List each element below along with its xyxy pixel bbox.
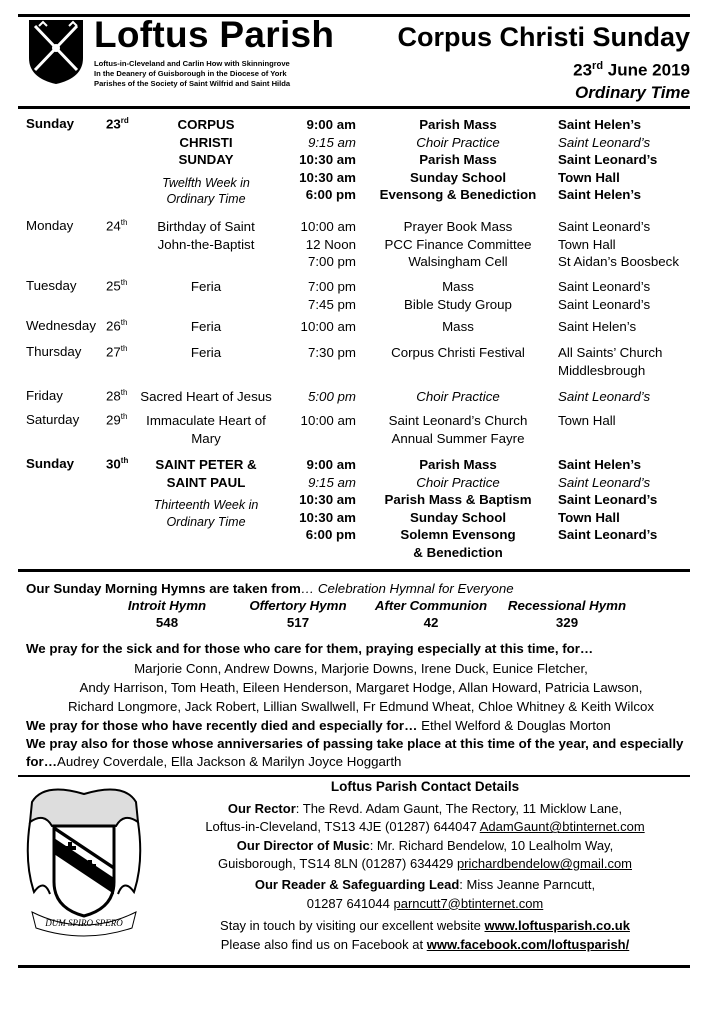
date-suffix: th [120, 412, 128, 421]
reader-email-link[interactable]: parncutt7@btinternet.com [393, 895, 544, 911]
schedule-day: Thursday [26, 344, 82, 359]
reader-name: : Miss Jeanne Parncutt, [459, 876, 596, 892]
event-place: Saint Leonard’s [558, 296, 651, 312]
event-place: Saint Leonard’s [558, 134, 651, 150]
header-rule [18, 106, 690, 109]
event-name: Corpus Christi Festival [391, 345, 525, 360]
contact-rule [18, 775, 690, 777]
event-place: Saint Leonard’s [558, 279, 651, 294]
date-number: 29 [106, 412, 121, 428]
music-line [160, 837, 690, 856]
feast-line: Mary [191, 430, 221, 446]
schedule-day: Saturday [26, 412, 80, 427]
date-number: 26 [106, 318, 121, 334]
schedule-feast [138, 456, 274, 530]
reader-label: Our Reader & Safeguarding Lead [254, 876, 460, 892]
event-time: 9:00 am [306, 457, 356, 472]
website-text: Stay in touch by visiting our excellent website [220, 918, 485, 934]
schedule-places [558, 344, 708, 379]
hymn-label: Offertory Hymn [249, 598, 347, 613]
feast-line: SAINT PAUL [166, 474, 246, 490]
feast-line: Immaculate Heart of [146, 413, 266, 428]
feast-line: Birthday of Saint [157, 219, 255, 234]
schedule-times [284, 218, 356, 271]
music-label: Our Director of Music [236, 837, 370, 853]
event-place [558, 430, 708, 448]
event-time: 9:15 am [307, 474, 356, 490]
schedule-places [558, 388, 708, 406]
schedule-day: Wednesday [26, 318, 96, 333]
date-suffix: th [120, 278, 128, 287]
feast-line: Sacred Heart of Jesus [140, 389, 272, 404]
schedule-places [558, 218, 708, 271]
feast-note [138, 497, 274, 530]
schedule-events [366, 278, 550, 313]
schedule-events [366, 412, 550, 447]
hymnal-name: … Celebration Hymnal for Everyone [300, 581, 514, 596]
schedule-date [106, 278, 141, 293]
date-suffix: th [120, 388, 128, 397]
event-name: Parish Mass [419, 152, 497, 167]
schedule-feast [138, 278, 274, 296]
schedule-date [106, 218, 141, 233]
event-place: Saint Leonard’s [558, 219, 651, 234]
event-place: Saint Leonard’s [558, 474, 651, 490]
event-time: 10:00 am [300, 219, 356, 234]
event-name: & Benediction [413, 544, 503, 560]
rector-phone: Loftus-in-Cleveland, TS13 4JE (01287) 644047 [205, 819, 480, 835]
event-name: Sunday School [409, 169, 507, 185]
schedule-events [366, 218, 550, 271]
schedule-day: Friday [26, 388, 63, 403]
event-place: Town Hall [558, 509, 620, 525]
event-time: 7:45 pm [307, 296, 356, 312]
date-suffix: th [120, 318, 128, 327]
event-name: Parish Mass & Baptism [384, 492, 532, 507]
feast-line: SAINT PETER & [155, 457, 257, 472]
date-number: 30 [106, 456, 121, 472]
parish-logo-icon [27, 18, 85, 86]
feast-line: Feria [190, 345, 222, 360]
rector-line-2 [160, 818, 690, 837]
contact-details [160, 778, 690, 954]
schedule-events [366, 388, 550, 406]
event-name: Evensong & Benediction [379, 187, 537, 202]
feast-note-line: Thirteenth Week in [153, 498, 259, 512]
event-time: 7:30 pm [307, 345, 356, 360]
event-time [284, 430, 356, 448]
feast-line: CHRISTI [179, 134, 233, 150]
event-name: Choir Practice [416, 474, 500, 490]
date-suffix: th [120, 218, 128, 227]
feast-line: SUNDAY [178, 152, 234, 167]
event-place: Saint Leonard’s [558, 389, 651, 404]
schedule-times [284, 116, 356, 204]
reader-phone: 01287 641044 [306, 895, 394, 911]
schedule-day: Tuesday [26, 278, 77, 293]
event-name: Saint Leonard’s Church [388, 413, 528, 428]
schedule-day: Monday [26, 218, 74, 233]
event-name: Parish Mass [419, 117, 497, 132]
feast-line: Feria [190, 319, 222, 334]
subtitle-line: Loftus-in-Cleveland and Carlin How with Skinningrove [94, 59, 290, 68]
sick-names-line: Richard Longmore, Jack Robert, Lillian Swallwell, Fr Edmund Wheat, Chloe Whitney & Keith Wilcox [67, 699, 655, 714]
hymn-number: 42 [423, 615, 439, 630]
hymns-intro-heading: Our Sunday Morning Hymns are taken from [26, 581, 301, 596]
event-time: 10:00 am [300, 413, 356, 428]
date-number: 27 [106, 344, 121, 360]
schedule-feast [138, 218, 274, 253]
event-place: Town Hall [558, 413, 616, 428]
reader-line [160, 876, 690, 895]
sick-names-line: Marjorie Conn, Andrew Downs, Marjorie Downs, Irene Duck, Eunice Fletcher, [134, 661, 588, 676]
rector-line [160, 800, 690, 819]
event-time [284, 544, 356, 562]
website-line [160, 917, 690, 936]
schedule-day: Sunday [26, 456, 75, 471]
parish-name: Loftus Parish [94, 14, 335, 55]
schedule-places [558, 412, 708, 447]
parish-crest-icon [24, 782, 144, 940]
schedule-feast [138, 318, 274, 336]
hymn-introit [112, 597, 222, 631]
anniversaries [26, 735, 696, 771]
feast-note-line: Twelfth Week in [162, 175, 250, 190]
hymn-after-communion [366, 597, 496, 631]
feast-line: John-the-Baptist [157, 236, 255, 252]
schedule-events [366, 116, 550, 204]
date-suffix: th [120, 456, 129, 465]
schedule-date [106, 344, 141, 359]
event-name: PCC Finance Committee [384, 236, 532, 252]
schedule-date [106, 388, 141, 403]
page-date [397, 55, 690, 82]
schedule-times [284, 456, 356, 561]
died-names: Ethel Welford & Douglas Morton [417, 718, 611, 733]
event-place: Saint Leonard’s [558, 492, 658, 507]
schedule-feast [138, 412, 274, 447]
bottom-rule [18, 965, 690, 968]
event-name: Parish Mass [419, 457, 497, 472]
rector-label: Our Rector [227, 800, 296, 816]
date-day: 23 [573, 60, 593, 80]
prayers-departed-section [26, 717, 696, 771]
date-number: 28 [106, 388, 121, 404]
event-time: 10:30 am [299, 152, 356, 167]
hymn-offertory [238, 597, 358, 631]
schedule-events [366, 344, 550, 379]
event-name [366, 362, 550, 380]
event-place: Saint Helen’s [558, 457, 642, 472]
schedule-events [366, 318, 550, 336]
schedule-date [106, 456, 141, 471]
hymn-label: After Communion [374, 598, 488, 613]
music-email-link[interactable]: prichardbendelow@gmail.com [456, 856, 633, 872]
event-place: All Saints’ Church [558, 345, 663, 360]
feast-line: CORPUS [177, 117, 235, 132]
rector-address: : The Revd. Adam Gaunt, The Rectory, 11 Micklow Lane, [295, 800, 623, 816]
event-place [558, 544, 708, 562]
date-suffix: th [120, 344, 128, 353]
schedule-events [366, 456, 550, 561]
hymn-number: 329 [555, 615, 579, 630]
event-time: 6:00 pm [305, 527, 356, 542]
event-name: Walsingham Cell [408, 254, 508, 269]
event-name: Mass [442, 319, 474, 334]
event-place: Saint Helen’s [558, 187, 642, 202]
date-number: 25 [106, 278, 121, 294]
event-place: Saint Helen’s [558, 319, 637, 334]
event-place: Town Hall [558, 169, 620, 185]
event-time: 10:30 am [299, 509, 356, 525]
feast-note-line: Ordinary Time [166, 514, 246, 529]
event-name: Choir Practice [416, 134, 500, 150]
schedule-date [106, 116, 141, 131]
event-time: 10:30 am [299, 492, 356, 507]
music-phone: Guisborough, TS14 8LN (01287) 634429 [217, 856, 457, 872]
event-place: Saint Leonard’s [558, 152, 658, 167]
event-place: St Aidan’s Boosbeck [558, 254, 679, 269]
date-suffix: rd [120, 116, 129, 125]
recently-died [26, 717, 696, 735]
event-place: Middlesbrough [558, 362, 646, 378]
feast-note-line: Ordinary Time [166, 192, 246, 206]
date-suffix: rd [592, 60, 604, 72]
crest-motto: DUM SPIRO SPERO [45, 918, 123, 928]
hymn-grid [26, 597, 696, 633]
facebook-text: Please also find us on Facebook at [220, 936, 427, 952]
schedule-feast [138, 116, 274, 208]
hymn-number: 517 [286, 615, 310, 630]
event-name: Sunday School [409, 509, 507, 525]
event-name: Annual Summer Fayre [391, 430, 525, 446]
schedule-feast [138, 344, 274, 362]
hymn-label: Recessional Hymn [507, 598, 627, 613]
event-time: 5:00 pm [307, 389, 356, 404]
schedule-day: Sunday [26, 116, 75, 131]
schedule-rule [18, 569, 690, 572]
header-title-block [397, 20, 690, 104]
event-name: Bible Study Group [404, 296, 512, 312]
hymns-intro [26, 580, 696, 597]
schedule-feast [138, 388, 274, 406]
hymn-recessional [502, 597, 632, 631]
sick-names-line: Andy Harrison, Tom Heath, Eileen Henderson, Margaret Hodge, Allan Howard, Patricia Lawson, [79, 680, 643, 695]
event-time: 7:00 pm [307, 254, 356, 269]
sick-heading: We pray for the sick and for those who care for them, praying especially at this time, for… [26, 641, 594, 656]
subtitle-line: Parishes of the Society of Saint Wilfrid and Saint Hilda [94, 79, 291, 89]
schedule-date [106, 412, 141, 427]
event-name: Prayer Book Mass [403, 219, 513, 234]
facebook-line [160, 936, 690, 955]
anniv-heading: We pray also for those whose anniversaries of passing take place at this time of the year, and especially for… [26, 736, 684, 769]
parish-subtitle [94, 59, 290, 90]
date-number: 24 [106, 218, 121, 234]
feast-line: Feria [190, 279, 222, 294]
subtitle-line: In the Deanery of Guisborough in the Diocese of York [94, 69, 287, 79]
event-time: 7:00 pm [307, 279, 356, 294]
sick-names [26, 659, 696, 716]
schedule-times [284, 278, 356, 313]
event-place: Saint Leonard’s [558, 527, 658, 542]
schedule-places [558, 318, 708, 336]
event-time: 6:00 pm [305, 187, 356, 202]
schedule-places [558, 278, 708, 313]
hymn-number: 548 [155, 615, 179, 630]
event-time [284, 362, 356, 380]
prayers-sick-section [26, 640, 696, 716]
feast-note [138, 175, 274, 208]
liturgical-season: Ordinary Time [575, 82, 690, 102]
event-time: 10:00 am [300, 319, 356, 334]
event-time: 9:15 am [307, 134, 356, 150]
event-time: 10:30 am [299, 169, 356, 185]
schedule-times [284, 388, 356, 406]
schedule-places [558, 116, 708, 204]
hymns-section [26, 580, 696, 630]
event-time: 12 Noon [305, 236, 356, 252]
event-name: Choir Practice [416, 389, 500, 404]
schedule-places [558, 456, 708, 561]
event-name: Mass [442, 279, 474, 294]
event-place: Saint Helen’s [558, 117, 642, 132]
event-time: 9:00 am [306, 117, 356, 132]
schedule-date [106, 318, 141, 333]
facebook-link[interactable]: www.facebook.com/loftusparish/ [426, 936, 630, 952]
schedule-times [284, 318, 356, 336]
event-name: Solemn Evensong [400, 527, 516, 542]
date-number: 23 [106, 116, 121, 132]
contact-title: Loftus Parish Contact Details [330, 779, 520, 794]
music-address: : Mr. Richard Bendelow, 10 Lealholm Way, [369, 837, 614, 853]
died-heading: We pray for those who have recently died and especially for… [26, 718, 418, 733]
anniv-names: Audrey Coverdale, Ella Jackson & Marilyn Joyce Hoggarth [57, 754, 402, 769]
schedule-times [284, 344, 356, 379]
rector-email-link[interactable]: AdamGaunt@btinternet.com [479, 819, 645, 835]
music-line-2 [160, 855, 690, 874]
hymn-label: Introit Hymn [127, 598, 207, 613]
event-place: Town Hall [558, 236, 616, 252]
date-rest: June 2019 [603, 60, 690, 80]
website-link[interactable]: www.loftusparish.co.uk [484, 918, 630, 934]
schedule-times [284, 412, 356, 447]
reader-line-2 [160, 895, 690, 914]
page-title: Corpus Christi Sunday [397, 22, 690, 52]
